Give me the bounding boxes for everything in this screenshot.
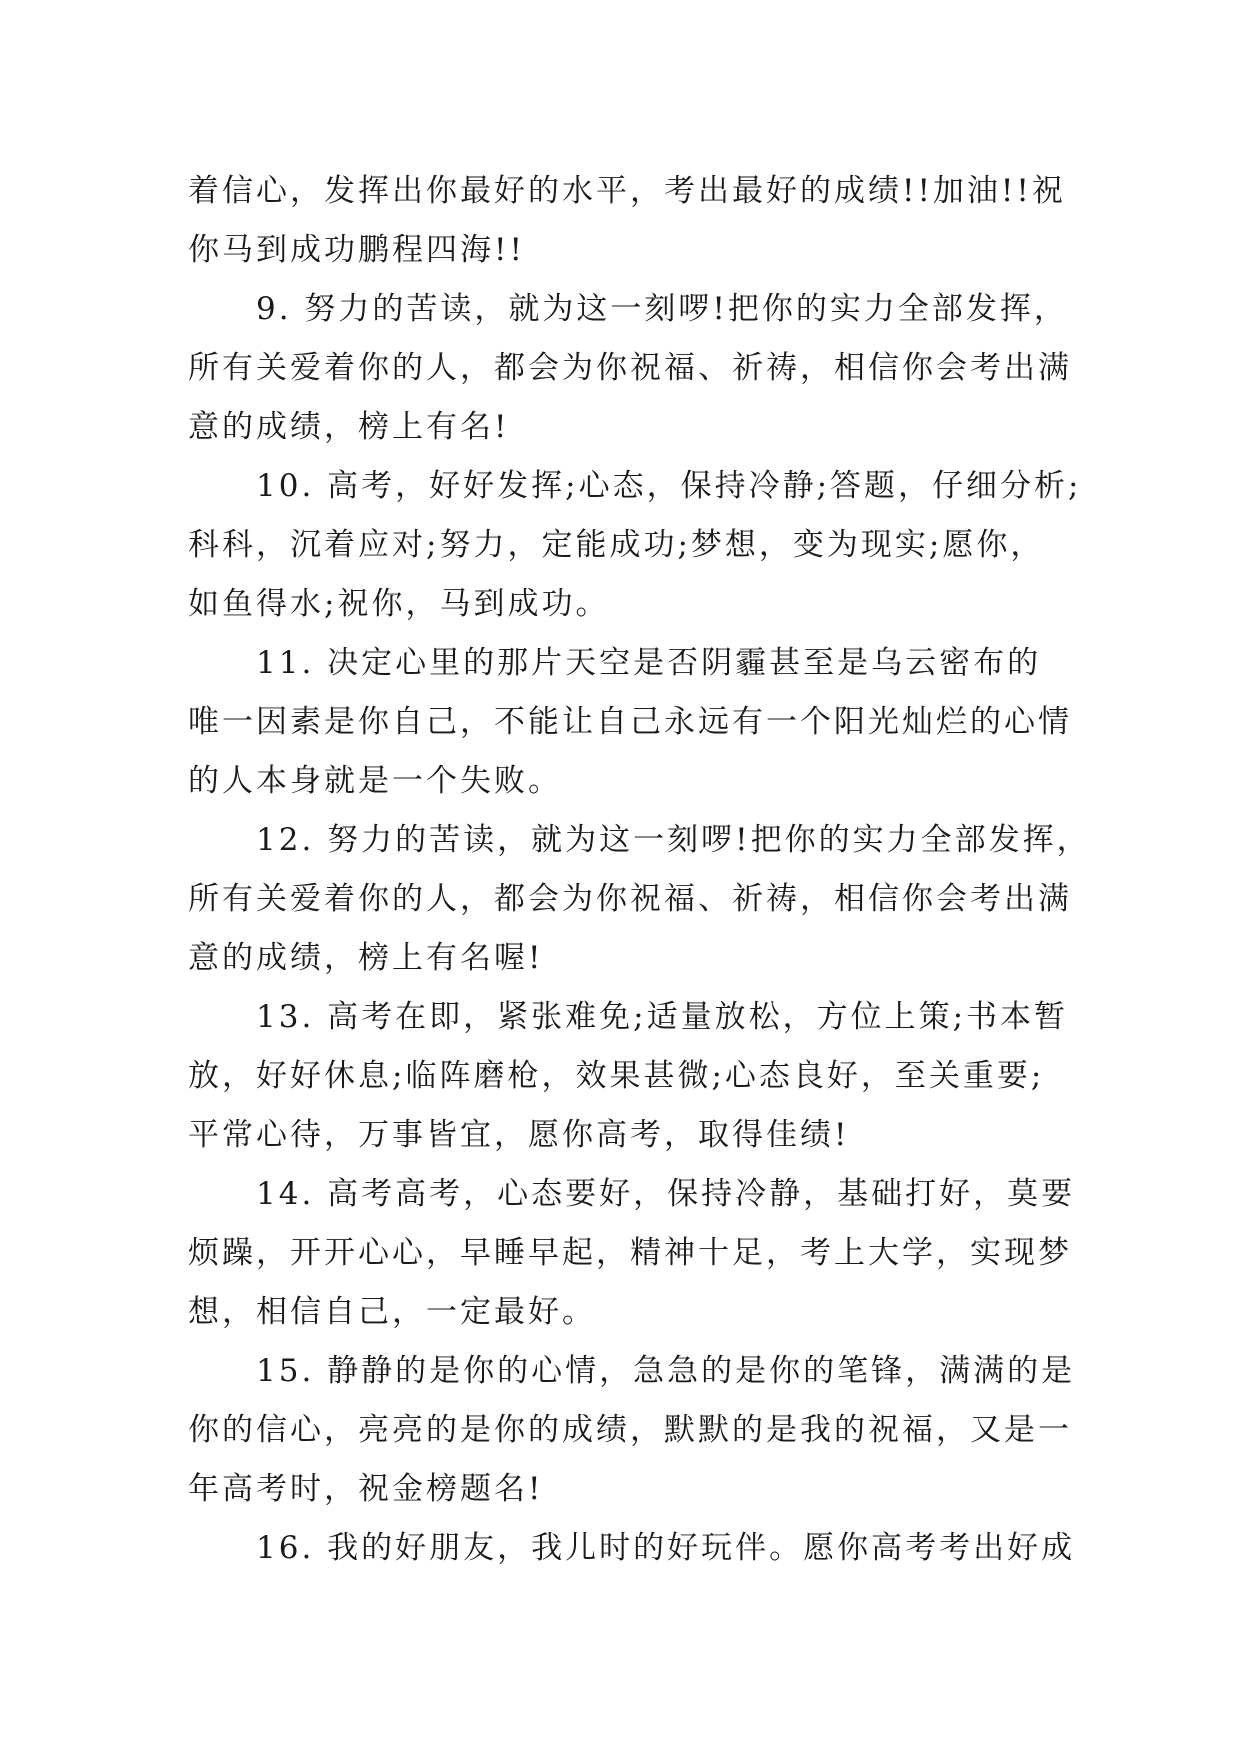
paragraph-11-first-line: 11. 决定心里的那片天空是否阴霾甚至是乌云密布的 <box>256 645 1042 681</box>
document-body <box>188 162 1091 1578</box>
text-line: 你马到成功鹏程四海!! <box>188 232 525 268</box>
paragraph-16-first-line: 16. 我的好朋友，我儿时的好玩伴。愿你高考考出好成 <box>256 1530 1076 1566</box>
text-line: 意的成绩，榜上有名! <box>188 409 510 445</box>
text-line: 意的成绩，榜上有名喔! <box>188 940 544 976</box>
paragraph-13-first-line: 13. 高考在即，紧张难免;适量放松，方位上策;书本暂 <box>256 999 1069 1035</box>
paragraph-15-first-line: 15. 静静的是你的心情，急急的是你的笔锋，满满的是 <box>256 1353 1076 1389</box>
paragraph-12-first-line: 12. 努力的苦读，就为这一刻啰!把你的实力全部发挥， <box>256 822 1091 858</box>
text-line: 平常心待，万事皆宜，愿你高考，取得佳绩! <box>188 1117 850 1153</box>
text-line: 所有关爱着你的人，都会为你祝福、祈祷，相信你会考出满 <box>188 350 1072 386</box>
text-line: 如鱼得水;祝你，马到成功。 <box>188 586 610 622</box>
text-line: 的人本身就是一个失败。 <box>188 763 562 799</box>
paragraph-14-first-line: 14. 高考高考，心态要好，保持冷静，基础打好，莫要 <box>256 1176 1076 1212</box>
text-line: 年高考时，祝金榜题名! <box>188 1471 544 1507</box>
text-line: 唯一因素是你自己，不能让自己永远有一个阳光灿烂的心情 <box>188 704 1072 740</box>
text-line: 想，相信自己，一定最好。 <box>188 1294 596 1330</box>
text-line: 科科，沉着应对;努力，定能成功;梦想，变为现实;愿你， <box>188 527 1045 563</box>
paragraph-10-first-line: 10. 高考，好好发挥;心态，保持冷静;答题，仔细分析; <box>256 468 1082 504</box>
paragraph-9-first-line: 9. 努力的苦读，就为这一刻啰!把你的实力全部发挥， <box>256 291 1068 327</box>
text-line: 所有关爱着你的人，都会为你祝福、祈祷，相信你会考出满 <box>188 881 1072 917</box>
text-line: 烦躁，开开心心，早睡早起，精神十足，考上大学，实现梦 <box>188 1235 1072 1271</box>
text-line: 你的信心，亮亮的是你的成绩，默默的是我的祝福，又是一 <box>188 1412 1072 1448</box>
text-line: 着信心，发挥出你最好的水平，考出最好的成绩!!加油!!祝 <box>188 173 1066 209</box>
text-line: 放，好好休息;临阵磨枪，效果甚微;心态良好，至关重要; <box>188 1058 1045 1094</box>
